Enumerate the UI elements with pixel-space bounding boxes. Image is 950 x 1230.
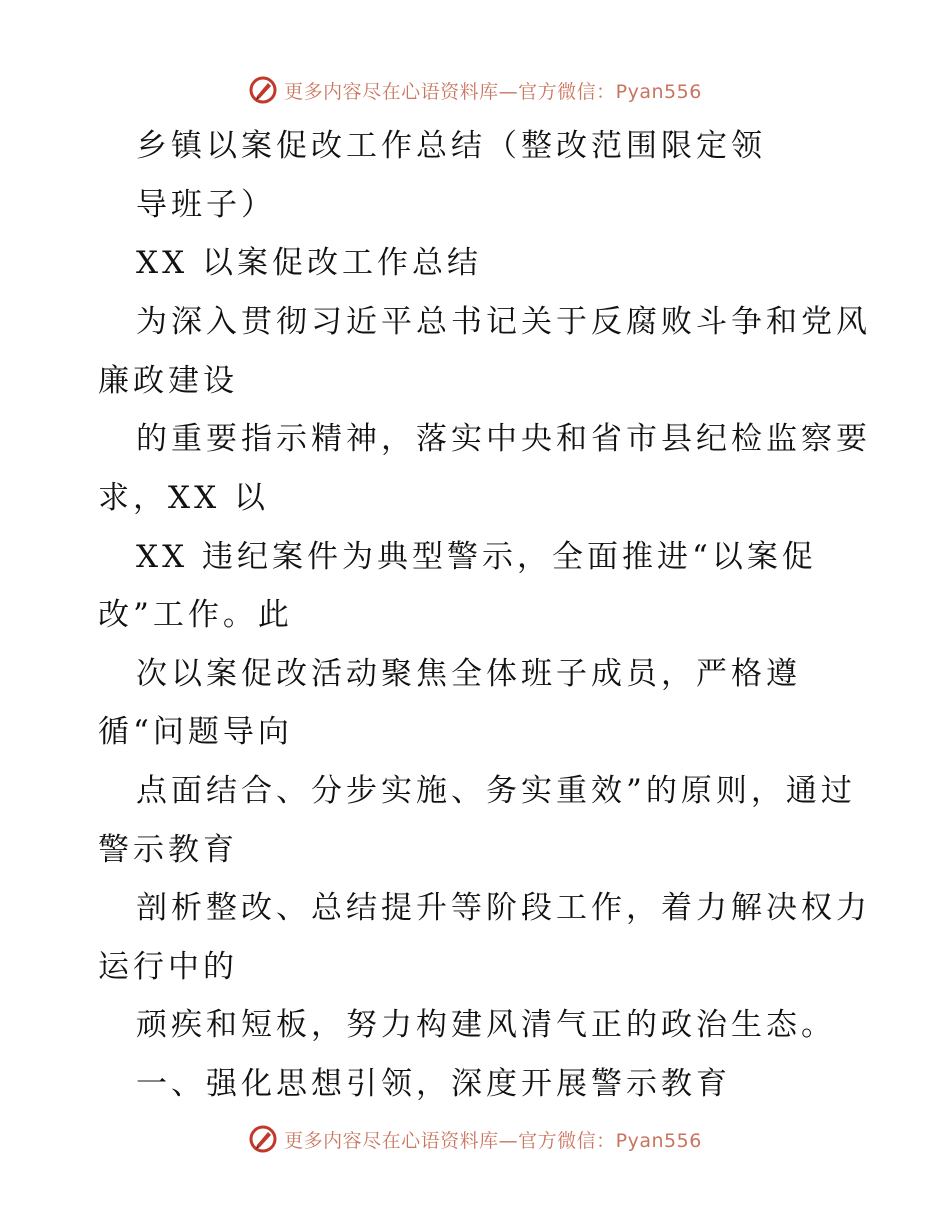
watermark-text: 更多内容尽在心语资料库—官方微信：Pyan556	[284, 1129, 702, 1152]
document-title-line-1: 乡镇以案促改工作总结（整改范围限定领	[136, 128, 766, 164]
pen-logo-icon	[248, 1124, 278, 1154]
document-title-line-2: 导班子）	[136, 187, 276, 223]
paragraph-line: 警示教育	[98, 832, 238, 868]
paragraph-line: 次以案促改活动聚焦全体班子成员，严格遵	[136, 656, 801, 692]
paragraph-line: 循“问题导向	[98, 714, 293, 750]
document-subtitle: XX 以案促改工作总结	[136, 245, 482, 281]
paragraph-line: 的重要指示精神，落实中央和省市县纪检监察要	[136, 421, 871, 457]
paragraph-line: XX 违纪案件为典型警示，全面推进“以案促	[136, 539, 817, 575]
paragraph-line: 剖析整改、总结提升等阶段工作，着力解决权力	[136, 890, 871, 926]
paragraph-line: 顽疾和短板，努力构建风清气正的政治生态。	[136, 1007, 836, 1043]
paragraph-line: 为深入贯彻习近平总书记关于反腐败斗争和党风	[136, 304, 871, 340]
paragraph-line: 改”工作。此	[98, 597, 293, 633]
watermark-footer	[0, 1122, 950, 1156]
paragraph-line: 廉政建设	[98, 363, 238, 399]
paragraph-line: 点面结合、分步实施、务实重效”的原则，通过	[136, 773, 856, 809]
watermark-text: 更多内容尽在心语资料库—官方微信：Pyan556	[284, 80, 702, 103]
section-heading: 一、强化思想引领，深度开展警示教育	[136, 1066, 731, 1102]
paragraph-line: 求，XX 以	[98, 480, 269, 516]
paragraph-line: 运行中的	[98, 949, 238, 985]
